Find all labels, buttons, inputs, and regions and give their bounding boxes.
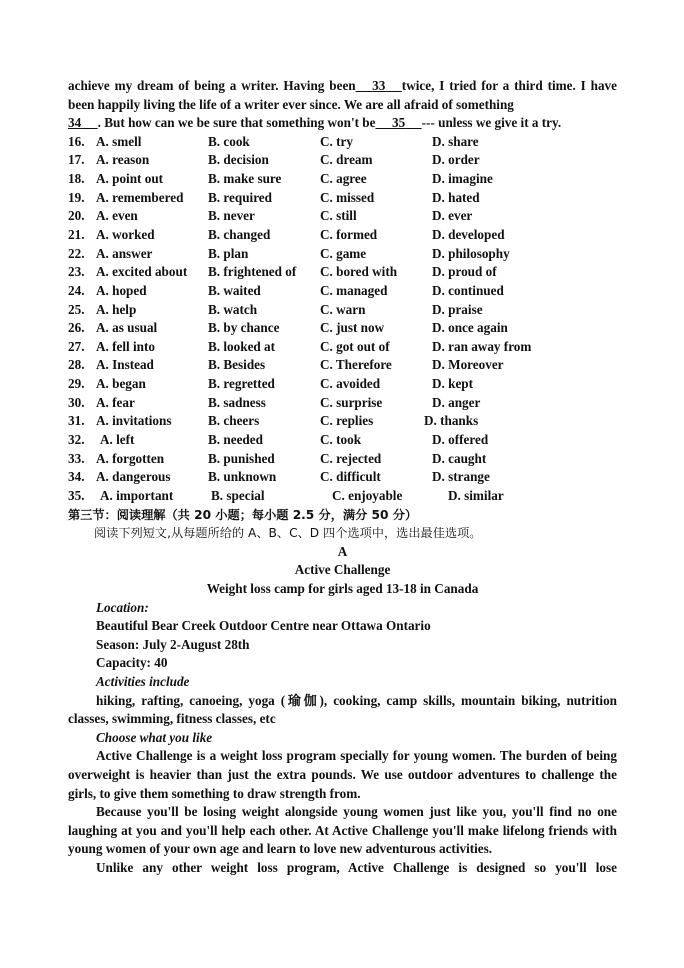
blank-35: 35 bbox=[391, 115, 406, 131]
option-d: D. Moreover bbox=[432, 357, 504, 373]
question-row bbox=[68, 394, 617, 413]
location-text: Beautiful Bear Creek Outdoor Centre near Ottawa Ontario bbox=[96, 618, 431, 634]
question-number: 22. bbox=[68, 245, 85, 261]
question-list bbox=[68, 133, 617, 506]
option-c: C. still bbox=[320, 208, 357, 224]
question-number: 21. bbox=[68, 226, 85, 242]
option-d: D. strange bbox=[432, 469, 490, 485]
option-a: A. invitations bbox=[96, 413, 172, 429]
question-number: 18. bbox=[68, 171, 85, 187]
question-number: 32. bbox=[68, 432, 85, 448]
option-c: C. difficult bbox=[320, 469, 381, 485]
option-a: A. hoped bbox=[96, 282, 147, 298]
option-c: C. took bbox=[320, 432, 362, 448]
option-c: C. managed bbox=[320, 282, 388, 298]
option-c: C. surprise bbox=[320, 394, 383, 410]
option-d: D. kept bbox=[432, 376, 474, 392]
passage-paragraph-3: Unlike any other weight loss program, Active Challenge is designed so you'll lose bbox=[96, 859, 617, 875]
option-d: D. philosophy bbox=[432, 245, 510, 261]
option-c: C. enjoyable bbox=[332, 487, 403, 503]
option-a: A. reason bbox=[96, 152, 150, 168]
option-c: C. Therefore bbox=[320, 357, 392, 373]
season-text: Season: July 2-August 28th bbox=[96, 636, 250, 652]
option-d: D. share bbox=[432, 133, 479, 149]
option-c: C. replies bbox=[320, 413, 374, 429]
option-d: D. caught bbox=[432, 450, 487, 466]
capacity-text: Capacity: 40 bbox=[96, 655, 168, 671]
choose-label: Choose what you like bbox=[96, 729, 213, 745]
blank-34: 34 bbox=[68, 115, 82, 131]
option-d: D. continued bbox=[432, 282, 504, 298]
question-row bbox=[68, 170, 617, 189]
option-a: A. answer bbox=[96, 245, 153, 261]
option-c: C. formed bbox=[320, 226, 378, 242]
option-b: B. looked at bbox=[208, 338, 276, 354]
option-a: A. dangerous bbox=[96, 469, 171, 485]
question-number: 35. bbox=[68, 487, 85, 503]
question-row bbox=[68, 151, 617, 170]
option-a: A. Instead bbox=[96, 357, 154, 373]
option-b: B. make sure bbox=[208, 171, 282, 187]
option-b: B. changed bbox=[208, 226, 271, 242]
option-a: A. excited about bbox=[96, 264, 188, 280]
option-b: B. needed bbox=[208, 432, 263, 448]
option-d: D. anger bbox=[432, 394, 481, 410]
question-row bbox=[68, 226, 617, 245]
passage-subtitle: Weight loss camp for girls aged 13-18 in Canada bbox=[206, 580, 479, 596]
option-c: C. agree bbox=[320, 171, 367, 187]
option-a: A. even bbox=[96, 208, 138, 224]
question-number: 17. bbox=[68, 152, 85, 168]
option-d: D. order bbox=[432, 152, 480, 168]
option-c: C. missed bbox=[320, 189, 375, 205]
question-row bbox=[68, 487, 617, 506]
option-a: A. important bbox=[100, 487, 174, 503]
question-number: 34. bbox=[68, 469, 85, 485]
option-b: B. frightened of bbox=[208, 264, 297, 280]
question-row bbox=[68, 301, 617, 320]
option-b: B. never bbox=[208, 208, 255, 224]
passage-title: Active Challenge bbox=[294, 562, 391, 578]
question-row bbox=[68, 356, 617, 375]
question-number: 23. bbox=[68, 264, 85, 280]
intro-text-3: . But how can we be sure that something won't be bbox=[97, 115, 376, 131]
exam-page bbox=[68, 77, 617, 877]
option-d: D. ever bbox=[432, 208, 473, 224]
question-row bbox=[68, 263, 617, 282]
option-c: C. game bbox=[320, 245, 367, 261]
option-c: C. rejected bbox=[320, 450, 382, 466]
question-number: 27. bbox=[68, 338, 85, 354]
option-d: D. similar bbox=[448, 487, 504, 503]
question-number: 26. bbox=[68, 320, 85, 336]
option-c: C. try bbox=[320, 133, 353, 149]
passage-paragraph-2: Because you'll be losing weight alongside young women just like you, you'll find no one laughing at you and you'll help each other. At Active Challenge you'll make lifelong friends with young women of your own age and learn to love new adventurous activities. bbox=[68, 804, 617, 857]
question-row bbox=[68, 282, 617, 301]
passage-letter: A bbox=[337, 543, 348, 559]
intro-text-4: --- unless we give it a try. bbox=[421, 115, 562, 131]
option-b: B. decision bbox=[208, 152, 269, 168]
question-row bbox=[68, 207, 617, 226]
question-row bbox=[68, 412, 617, 431]
passage-paragraph-1: Active Challenge is a weight loss program specially for young women. The burden of being overweight is heavier than just the extra pounds. We use outdoor adventures to challenge the girls, to give them something to draw strength from. bbox=[68, 748, 617, 801]
option-a: A. forgotten bbox=[96, 450, 165, 466]
question-number: 30. bbox=[68, 394, 85, 410]
option-d: D. proud of bbox=[432, 264, 497, 280]
option-b: B. unknown bbox=[208, 469, 277, 485]
section-heading: 第三节：阅读理解（共 20 小题；每小题 2.5 分，满分 50 分） bbox=[68, 507, 418, 522]
option-d: D. ran away from bbox=[432, 338, 532, 354]
question-number: 31. bbox=[68, 413, 85, 429]
location-label: Location: bbox=[96, 599, 149, 615]
option-a: A. smell bbox=[96, 133, 142, 149]
option-c: C. warn bbox=[320, 301, 366, 317]
option-c: C. just now bbox=[320, 320, 385, 336]
option-a: A. remembered bbox=[96, 189, 184, 205]
option-d: D. thanks bbox=[424, 413, 479, 429]
option-c: C. got out of bbox=[320, 338, 390, 354]
question-number: 24. bbox=[68, 282, 85, 298]
option-b: B. Besides bbox=[208, 357, 266, 373]
question-number: 29. bbox=[68, 376, 85, 392]
question-number: 16. bbox=[68, 133, 85, 149]
option-a: A. fell into bbox=[96, 338, 155, 354]
question-row bbox=[68, 375, 617, 394]
question-number: 25. bbox=[68, 301, 85, 317]
question-row bbox=[68, 133, 617, 152]
option-d: D. once again bbox=[432, 320, 508, 336]
option-b: B. cook bbox=[208, 133, 250, 149]
option-d: D. praise bbox=[432, 301, 483, 317]
option-c: C. dream bbox=[320, 152, 373, 168]
question-number: 33. bbox=[68, 450, 85, 466]
activities-text: hiking, rafting, canoeing, yoga (瑜伽), cooking, camp skills, mountain biking, nutrition classes, swimming, fitness classes, etc bbox=[68, 692, 617, 727]
intro-text-1: achieve my dream of being a writer. Having been bbox=[68, 78, 356, 93]
question-row bbox=[68, 450, 617, 469]
option-a: A. began bbox=[96, 376, 146, 392]
option-a: A. as usual bbox=[96, 320, 158, 336]
option-b: B. by chance bbox=[208, 320, 280, 336]
question-number: 19. bbox=[68, 189, 85, 205]
section-instruction: 阅读下列短文,从每题所给的 A、B、C、D 四个选项中，选出最佳选项。 bbox=[94, 526, 482, 541]
intro-paragraph bbox=[68, 77, 617, 133]
option-a: A. help bbox=[96, 301, 137, 317]
option-b: B. regretted bbox=[208, 376, 275, 392]
option-b: B. waited bbox=[208, 282, 261, 298]
option-b: B. required bbox=[208, 189, 272, 205]
question-row bbox=[68, 431, 617, 450]
option-d: D. imagine bbox=[432, 171, 493, 187]
option-a: A. left bbox=[100, 432, 135, 448]
blank-33: 33 bbox=[372, 78, 386, 93]
option-b: B. watch bbox=[208, 301, 258, 317]
option-d: D. developed bbox=[432, 226, 505, 242]
question-row bbox=[68, 468, 617, 487]
option-d: D. offered bbox=[432, 432, 489, 448]
option-b: B. cheers bbox=[208, 413, 260, 429]
question-row bbox=[68, 338, 617, 357]
option-c: C. bored with bbox=[320, 264, 398, 280]
question-row bbox=[68, 245, 617, 264]
option-b: B. plan bbox=[208, 245, 249, 261]
activities-label: Activities include bbox=[96, 673, 190, 689]
question-row bbox=[68, 319, 617, 338]
intro-text-2: twice, I tried for a third time. I have been happily living the life of a writer ever since. We are all afraid of something bbox=[68, 78, 618, 112]
option-b: B. special bbox=[211, 487, 265, 503]
option-d: D. hated bbox=[432, 189, 480, 205]
option-b: B. punished bbox=[208, 450, 275, 466]
question-row bbox=[68, 189, 617, 208]
option-c: C. avoided bbox=[320, 376, 381, 392]
option-a: A. point out bbox=[96, 171, 164, 187]
question-number: 28. bbox=[68, 357, 85, 373]
option-a: A. fear bbox=[96, 394, 135, 410]
option-b: B. sadness bbox=[208, 394, 266, 410]
option-a: A. worked bbox=[96, 226, 155, 242]
question-number: 20. bbox=[68, 208, 85, 224]
